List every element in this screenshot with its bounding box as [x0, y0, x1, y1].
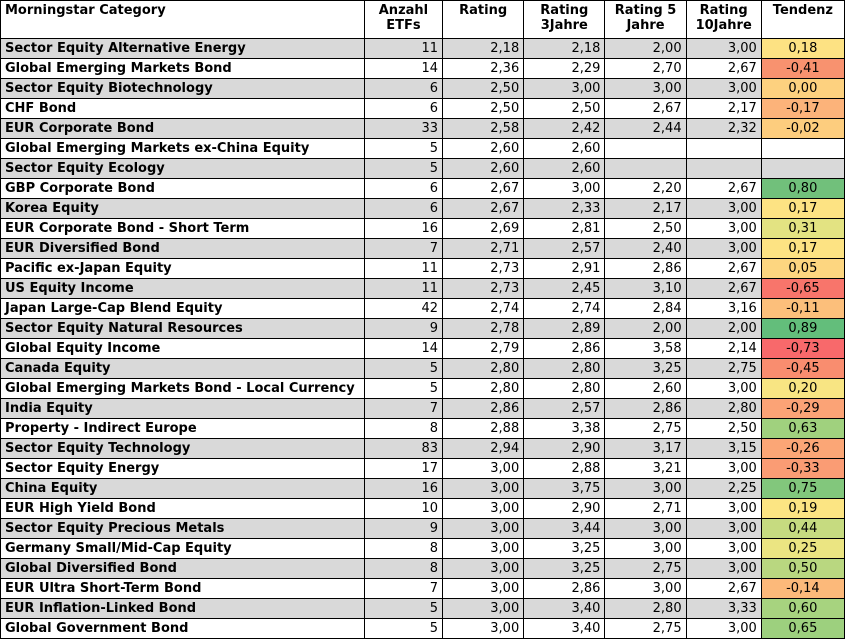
cell-rating-5: 2,40: [605, 239, 686, 259]
cell-tendenz: [761, 159, 844, 179]
cell-tendenz: 0,80: [761, 179, 844, 199]
cell-rating: 2,60: [443, 139, 524, 159]
cell-anzahl: 7: [364, 399, 442, 419]
cell-category: Sector Equity Alternative Energy: [1, 39, 365, 59]
cell-category: Sector Equity Precious Metals: [1, 519, 365, 539]
cell-rating-10: 2,25: [686, 479, 761, 499]
cell-anzahl: 10: [364, 499, 442, 519]
cell-rating: 2,60: [443, 159, 524, 179]
cell-rating-5: 3,00: [605, 519, 686, 539]
cell-rating-5: 3,00: [605, 539, 686, 559]
cell-category: India Equity: [1, 399, 365, 419]
header-rating-3: Rating 3Jahre: [524, 1, 605, 39]
cell-rating: 2,80: [443, 359, 524, 379]
cell-rating: 3,00: [443, 479, 524, 499]
cell-rating: 2,50: [443, 99, 524, 119]
cell-category: CHF Bond: [1, 99, 365, 119]
cell-rating-5: 2,84: [605, 299, 686, 319]
cell-rating-3: 2,29: [524, 59, 605, 79]
cell-rating: 2,67: [443, 179, 524, 199]
cell-rating-10: 2,14: [686, 339, 761, 359]
cell-rating: 3,00: [443, 559, 524, 579]
cell-tendenz: -0,17: [761, 99, 844, 119]
cell-rating-5: 2,20: [605, 179, 686, 199]
cell-anzahl: 5: [364, 359, 442, 379]
cell-category: Property - Indirect Europe: [1, 419, 365, 439]
table-row: [1, 159, 845, 179]
cell-rating-5: 2,50: [605, 219, 686, 239]
cell-rating-3: 3,40: [524, 599, 605, 619]
cell-rating-5: 2,75: [605, 559, 686, 579]
cell-rating-3: 3,38: [524, 419, 605, 439]
cell-rating: 2,80: [443, 379, 524, 399]
cell-anzahl: 6: [364, 179, 442, 199]
cell-category: Sector Equity Technology: [1, 439, 365, 459]
header-rating: Rating: [443, 1, 524, 39]
cell-rating-10: 3,00: [686, 539, 761, 559]
table-row: [1, 439, 845, 459]
cell-anzahl: 16: [364, 219, 442, 239]
cell-anzahl: 6: [364, 199, 442, 219]
cell-rating-3: 3,44: [524, 519, 605, 539]
cell-tendenz: 0,50: [761, 559, 844, 579]
cell-anzahl: 17: [364, 459, 442, 479]
cell-rating-3: 3,00: [524, 179, 605, 199]
table-row: [1, 119, 845, 139]
cell-tendenz: 0,89: [761, 319, 844, 339]
header-rating-5: Rating 5 Jahre: [605, 1, 686, 39]
table-row: [1, 499, 845, 519]
cell-rating-10: 2,50: [686, 419, 761, 439]
cell-rating-10: 2,32: [686, 119, 761, 139]
cell-rating: 2,79: [443, 339, 524, 359]
cell-category: Sector Equity Biotechnology: [1, 79, 365, 99]
cell-rating-5: 2,67: [605, 99, 686, 119]
cell-tendenz: -0,33: [761, 459, 844, 479]
cell-rating: 3,00: [443, 619, 524, 639]
cell-rating-10: 2,75: [686, 359, 761, 379]
cell-tendenz: -0,11: [761, 299, 844, 319]
cell-rating-10: [686, 159, 761, 179]
cell-rating-10: 3,15: [686, 439, 761, 459]
cell-anzahl: 16: [364, 479, 442, 499]
cell-rating-3: 3,25: [524, 559, 605, 579]
cell-tendenz: -0,26: [761, 439, 844, 459]
cell-anzahl: 14: [364, 339, 442, 359]
cell-rating: 2,74: [443, 299, 524, 319]
cell-rating-10: 3,00: [686, 379, 761, 399]
cell-tendenz: 0,18: [761, 39, 844, 59]
cell-category: Global Government Bond: [1, 619, 365, 639]
cell-category: Germany Small/Mid-Cap Equity: [1, 539, 365, 559]
table-row: [1, 39, 845, 59]
cell-rating-3: 2,57: [524, 399, 605, 419]
table-row: [1, 379, 845, 399]
cell-tendenz: 0,17: [761, 199, 844, 219]
table-row: [1, 59, 845, 79]
cell-anzahl: 5: [364, 139, 442, 159]
cell-category: Sector Equity Natural Resources: [1, 319, 365, 339]
cell-rating-5: 2,75: [605, 619, 686, 639]
cell-anzahl: 11: [364, 39, 442, 59]
cell-rating-10: 3,00: [686, 79, 761, 99]
cell-rating-5: 2,70: [605, 59, 686, 79]
cell-rating-3: 2,86: [524, 579, 605, 599]
cell-rating-5: 3,00: [605, 479, 686, 499]
cell-rating-5: 2,17: [605, 199, 686, 219]
cell-rating-3: 3,00: [524, 79, 605, 99]
cell-anzahl: 14: [364, 59, 442, 79]
cell-category: Global Equity Income: [1, 339, 365, 359]
cell-category: Global Emerging Markets Bond: [1, 59, 365, 79]
cell-rating: 2,73: [443, 259, 524, 279]
cell-rating-5: 2,60: [605, 379, 686, 399]
cell-rating-5: 3,58: [605, 339, 686, 359]
cell-tendenz: -0,02: [761, 119, 844, 139]
table-row: [1, 519, 845, 539]
header-category: Morningstar Category: [1, 1, 365, 39]
cell-rating: 2,69: [443, 219, 524, 239]
cell-anzahl: 83: [364, 439, 442, 459]
table-row: [1, 619, 845, 639]
cell-rating-3: 2,80: [524, 379, 605, 399]
cell-rating: 3,00: [443, 499, 524, 519]
cell-rating-3: 2,42: [524, 119, 605, 139]
table-row: [1, 299, 845, 319]
cell-anzahl: 6: [364, 79, 442, 99]
cell-rating-10: 2,67: [686, 259, 761, 279]
header-row: [1, 1, 845, 39]
table-row: [1, 199, 845, 219]
cell-rating-10: 2,67: [686, 279, 761, 299]
cell-rating-5: 3,25: [605, 359, 686, 379]
cell-rating-5: [605, 159, 686, 179]
cell-rating-3: 2,90: [524, 499, 605, 519]
cell-tendenz: -0,65: [761, 279, 844, 299]
cell-category: EUR Diversified Bond: [1, 239, 365, 259]
cell-rating-3: 2,88: [524, 459, 605, 479]
cell-category: EUR Corporate Bond - Short Term: [1, 219, 365, 239]
cell-rating-3: 2,90: [524, 439, 605, 459]
cell-rating-10: 3,00: [686, 499, 761, 519]
header-tendenz: Tendenz: [761, 1, 844, 39]
table-row: [1, 339, 845, 359]
cell-rating: 3,00: [443, 519, 524, 539]
table-row: [1, 399, 845, 419]
header-rating-10: Rating 10Jahre: [686, 1, 761, 39]
cell-category: Japan Large-Cap Blend Equity: [1, 299, 365, 319]
cell-category: US Equity Income: [1, 279, 365, 299]
cell-tendenz: 0,31: [761, 219, 844, 239]
cell-rating: 2,86: [443, 399, 524, 419]
table-row: [1, 279, 845, 299]
cell-rating-5: 2,44: [605, 119, 686, 139]
cell-tendenz: -0,45: [761, 359, 844, 379]
cell-anzahl: 7: [364, 579, 442, 599]
cell-rating: 3,00: [443, 599, 524, 619]
table-row: [1, 539, 845, 559]
cell-tendenz: 0,44: [761, 519, 844, 539]
cell-anzahl: 9: [364, 519, 442, 539]
cell-tendenz: -0,73: [761, 339, 844, 359]
cell-rating-5: 3,00: [605, 579, 686, 599]
cell-rating-3: 2,81: [524, 219, 605, 239]
cell-rating-10: 3,00: [686, 239, 761, 259]
cell-rating: 2,78: [443, 319, 524, 339]
table-row: [1, 219, 845, 239]
cell-tendenz: 0,63: [761, 419, 844, 439]
cell-rating-5: 2,00: [605, 39, 686, 59]
table-row: [1, 99, 845, 119]
cell-rating-5: 2,86: [605, 259, 686, 279]
cell-tendenz: [761, 139, 844, 159]
cell-tendenz: 0,05: [761, 259, 844, 279]
cell-rating-3: 2,33: [524, 199, 605, 219]
cell-rating: 2,50: [443, 79, 524, 99]
table-row: [1, 319, 845, 339]
cell-rating: 2,67: [443, 199, 524, 219]
cell-rating: 3,00: [443, 459, 524, 479]
cell-tendenz: -0,14: [761, 579, 844, 599]
cell-rating-10: 3,00: [686, 559, 761, 579]
cell-anzahl: 11: [364, 259, 442, 279]
cell-category: EUR Corporate Bond: [1, 119, 365, 139]
cell-category: Global Emerging Markets Bond - Local Currency: [1, 379, 365, 399]
cell-anzahl: 5: [364, 599, 442, 619]
cell-anzahl: 8: [364, 559, 442, 579]
cell-rating-10: 3,00: [686, 619, 761, 639]
cell-rating-3: 2,57: [524, 239, 605, 259]
table-row: [1, 179, 845, 199]
cell-anzahl: 42: [364, 299, 442, 319]
cell-rating-5: 2,80: [605, 599, 686, 619]
cell-rating-5: 2,86: [605, 399, 686, 419]
table-row: [1, 79, 845, 99]
cell-rating-5: 3,10: [605, 279, 686, 299]
table-row: [1, 419, 845, 439]
cell-rating-3: 2,74: [524, 299, 605, 319]
cell-rating-3: 2,60: [524, 139, 605, 159]
cell-anzahl: 5: [364, 619, 442, 639]
table-row: [1, 239, 845, 259]
cell-rating-10: 2,80: [686, 399, 761, 419]
cell-rating-5: 2,75: [605, 419, 686, 439]
cell-anzahl: 9: [364, 319, 442, 339]
cell-rating-3: 2,50: [524, 99, 605, 119]
cell-tendenz: 0,17: [761, 239, 844, 259]
cell-rating: 3,00: [443, 579, 524, 599]
cell-rating: 2,94: [443, 439, 524, 459]
cell-rating-5: 3,21: [605, 459, 686, 479]
cell-category: GBP Corporate Bond: [1, 179, 365, 199]
cell-tendenz: 0,19: [761, 499, 844, 519]
cell-rating-10: 3,16: [686, 299, 761, 319]
cell-rating-5: 3,17: [605, 439, 686, 459]
cell-category: EUR Ultra Short-Term Bond: [1, 579, 365, 599]
cell-rating-10: 3,00: [686, 199, 761, 219]
cell-rating-10: 3,00: [686, 519, 761, 539]
cell-category: Pacific ex-Japan Equity: [1, 259, 365, 279]
table-row: [1, 139, 845, 159]
table-row: [1, 579, 845, 599]
cell-rating: 2,18: [443, 39, 524, 59]
cell-rating-10: 3,00: [686, 39, 761, 59]
cell-rating-10: 3,00: [686, 459, 761, 479]
cell-rating-3: 2,91: [524, 259, 605, 279]
cell-rating-5: [605, 139, 686, 159]
cell-tendenz: 0,75: [761, 479, 844, 499]
cell-rating-3: 2,86: [524, 339, 605, 359]
table-row: [1, 259, 845, 279]
cell-anzahl: 8: [364, 419, 442, 439]
cell-tendenz: -0,29: [761, 399, 844, 419]
cell-rating: 2,36: [443, 59, 524, 79]
table-row: [1, 359, 845, 379]
cell-anzahl: 11: [364, 279, 442, 299]
cell-anzahl: 8: [364, 539, 442, 559]
cell-rating-10: 2,00: [686, 319, 761, 339]
cell-anzahl: 7: [364, 239, 442, 259]
cell-rating-5: 3,00: [605, 79, 686, 99]
cell-rating: 2,73: [443, 279, 524, 299]
cell-anzahl: 6: [364, 99, 442, 119]
cell-rating-10: 3,00: [686, 219, 761, 239]
table-row: [1, 599, 845, 619]
table-row: [1, 479, 845, 499]
cell-tendenz: 0,20: [761, 379, 844, 399]
header-anzahl: Anzahl ETFs: [364, 1, 442, 39]
cell-tendenz: 0,00: [761, 79, 844, 99]
cell-rating-3: 2,60: [524, 159, 605, 179]
cell-rating-10: 2,67: [686, 59, 761, 79]
cell-category: EUR High Yield Bond: [1, 499, 365, 519]
cell-rating-3: 2,45: [524, 279, 605, 299]
cell-tendenz: -0,41: [761, 59, 844, 79]
cell-category: Korea Equity: [1, 199, 365, 219]
cell-rating-5: 2,00: [605, 319, 686, 339]
cell-rating-3: 2,18: [524, 39, 605, 59]
cell-rating-3: 3,40: [524, 619, 605, 639]
cell-rating-10: 3,33: [686, 599, 761, 619]
cell-rating-3: 2,80: [524, 359, 605, 379]
cell-rating-3: 3,75: [524, 479, 605, 499]
cell-category: China Equity: [1, 479, 365, 499]
cell-rating: 2,71: [443, 239, 524, 259]
cell-rating: 2,58: [443, 119, 524, 139]
cell-category: Sector Equity Ecology: [1, 159, 365, 179]
cell-tendenz: 0,60: [761, 599, 844, 619]
cell-rating: 2,88: [443, 419, 524, 439]
cell-tendenz: 0,65: [761, 619, 844, 639]
cell-anzahl: 5: [364, 159, 442, 179]
cell-rating-10: 2,67: [686, 579, 761, 599]
cell-tendenz: 0,25: [761, 539, 844, 559]
cell-category: Global Diversified Bond: [1, 559, 365, 579]
table-row: [1, 559, 845, 579]
cell-rating-10: 2,17: [686, 99, 761, 119]
cell-rating-10: [686, 139, 761, 159]
cell-rating-3: 3,25: [524, 539, 605, 559]
cell-rating-5: 2,71: [605, 499, 686, 519]
cell-category: Sector Equity Energy: [1, 459, 365, 479]
cell-rating-3: 2,89: [524, 319, 605, 339]
table-row: [1, 459, 845, 479]
cell-rating: 3,00: [443, 539, 524, 559]
cell-anzahl: 5: [364, 379, 442, 399]
cell-anzahl: 33: [364, 119, 442, 139]
cell-rating-10: 2,67: [686, 179, 761, 199]
cell-category: Global Emerging Markets ex-China Equity: [1, 139, 365, 159]
cell-category: Canada Equity: [1, 359, 365, 379]
cell-category: EUR Inflation-Linked Bond: [1, 599, 365, 619]
